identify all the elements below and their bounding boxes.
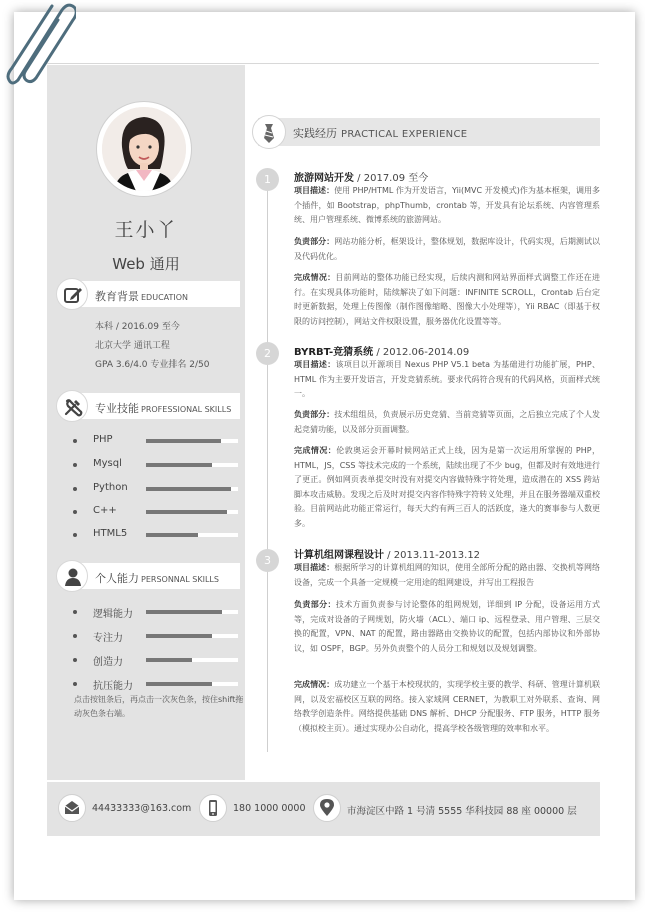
bullet-icon	[73, 634, 77, 638]
contact-address: 市海淀区中路 1 号清 5555 华科技园 88 座 00000 层	[347, 806, 577, 817]
skill-row	[70, 434, 245, 448]
project-description: 项目描述：根据所学习的计算机组网的知识，使用全部所分配的路由器、交换机等网络设备，完成一个具备一定规模一定用途的组网建设，并写出工程报告	[294, 563, 601, 587]
skill-name: HTML5	[93, 528, 128, 539]
bullet-icon	[73, 682, 77, 686]
ability-row	[70, 677, 245, 691]
project-title: 旅游网站开发 / 2017.09 至今	[294, 173, 429, 184]
project-outcome: 完成情况：伦敦奥运会开幕时候网站正式上线，因为是第一次运用所掌握的 PHP，HTML，JS，CSS 等技术完成的一个系统，陆续出现了不少 bug，但都及时有效地进行了更正。例如网页表单提交时没有对提交内容做特殊字符处理，造成潜在的 XSS 跨站脚本攻击威胁。发现之后及时对提交内容作特殊字符转义处理，并且在服务器端双重校验。目前网站此功能正常运行，每天大约有两三百人的活跃度，逢大的赛事参与人数更多。	[294, 446, 600, 528]
abilities-title: 个人能力 PERSONNAL SKILLS	[95, 572, 219, 585]
bullet-icon	[73, 510, 77, 514]
skill-bar[interactable]	[146, 439, 238, 443]
ability-name: 逻辑能力	[93, 609, 133, 620]
mail-icon	[58, 794, 86, 822]
ability-row	[70, 605, 245, 619]
skill-name: Mysql	[93, 458, 122, 469]
skill-name: C++	[93, 505, 117, 516]
ability-bar-fill	[146, 610, 222, 614]
skill-row	[70, 528, 245, 542]
project-responsibility: 负责部分：网站功能分析，框架设计，整体规划，数据库设计，代码实现，后期测试以及代码优化。	[294, 237, 601, 261]
contact-email[interactable]: 44433333@163.com	[92, 803, 192, 814]
bullet-icon	[73, 487, 77, 491]
skill-bar-fill	[146, 439, 221, 443]
ability-bar[interactable]	[146, 634, 238, 638]
contact-phone[interactable]: 180 1000 0000	[233, 803, 306, 814]
bullet-icon	[73, 439, 77, 443]
bullet-icon	[73, 610, 77, 614]
project-description: 项目描述：该项目以开源项目 Nexus PHP V5.1 beta 为基础进行功能扩展，PHP、HTML 作为主要开发语言，开发竞猜系统。要求代码符合现有的代码风格，页面样式统一。	[294, 360, 601, 398]
project-outcome: 完成情况：成功建立一个基于本校现状的，实现学校主要的教学、科研、管理计算机联网，以及宏福校区互联的网络。接入家域网 CERNET，为教职工对外联系、查询、网络教学创造条件。网络提供基础 DNS 解析、DHCP 分配服务、FTP 服务，HTTP 服务（模拟校主页）。通过实现办公自动化，提高学校各级管理的效率和水平。	[294, 680, 601, 733]
location-pin-icon	[313, 794, 341, 822]
skill-bar[interactable]	[146, 463, 238, 467]
education-degree: 本科 / 2016.09 至今	[95, 322, 180, 332]
project-responsibility: 负责部分：技术方面负责参与讨论整体的组网规划，详细到 IP 分配，设备运用方式等，完成对设备的子网规划，防火墙（ACL）、端口 ip、远程登录、用户管理、三层交换的配置，VPN、NAT 的配置，路由器路由交换协议的配置，包括内部协议和外部协议，如 OSPF，BGP。另外负责整个的人员分工和规划以及规划调整。	[294, 600, 600, 653]
tools-icon	[56, 390, 88, 422]
project-responsibility: 负责部分：技术组组员，负责展示历史竞猜、当前竞猜等页面，之后独立完成了个人发起竞猜功能，以及部分页面调整。	[294, 410, 601, 434]
edit-icon	[56, 278, 88, 310]
ability-row	[70, 653, 245, 667]
bullet-icon	[73, 658, 77, 662]
skill-bar[interactable]	[146, 487, 238, 491]
candidate-name: 王小丫	[114, 219, 178, 241]
education-title: 教育背景 EDUCATION	[95, 290, 189, 303]
timeline-number: 2	[256, 342, 279, 365]
ability-bar[interactable]	[146, 658, 238, 662]
experience-title: 实践经历 PRACTICAL EXPERIENCE	[293, 127, 468, 140]
skill-bar[interactable]	[146, 510, 238, 514]
bullet-icon	[73, 533, 77, 537]
education-school: 北京大学 通讯工程	[95, 341, 170, 351]
ability-bar[interactable]	[146, 682, 238, 686]
phone-icon	[199, 794, 227, 822]
project-title: BYRBT-竞猜系统 / 2012.06-2014.09	[294, 347, 470, 358]
skills-title: 专业技能 PROFESSIONAL SKILLS	[95, 402, 232, 415]
project-title: 计算机组网课程设计 / 2013.11-2013.12	[294, 550, 481, 561]
skill-bar-fill	[146, 487, 231, 491]
skill-bar-fill	[146, 463, 212, 467]
candidate-role: Web 通用	[112, 255, 180, 273]
ability-name: 专注力	[93, 633, 123, 644]
bullet-icon	[73, 463, 77, 467]
skill-name: Python	[93, 482, 128, 493]
top-divider	[47, 63, 599, 64]
ability-bar[interactable]	[146, 610, 238, 614]
instruction-note: 点击按钮条后，再点击一次灰色条，按住shift拖动灰色条右端。	[74, 695, 244, 718]
timeline-number: 3	[256, 549, 279, 572]
ability-bar-fill	[146, 658, 192, 662]
person-icon	[56, 560, 88, 592]
avatar	[102, 107, 186, 191]
timeline-line	[267, 172, 268, 752]
ability-name: 抗压能力	[93, 681, 133, 692]
skill-row	[70, 482, 245, 496]
skill-row	[70, 458, 245, 472]
timeline-number: 1	[256, 168, 279, 191]
tie-icon	[252, 115, 286, 149]
project-description: 项目描述：使用 PHP/HTML 作为开发语言，Yii(MVC 开发模式)作为基本框架，调用多个插件，如 Bootstrap，phpThumb，crontab 等，开发具有论坛系统、内容管理系统、用户管理系统、微博系统的旅游网站。	[294, 186, 601, 224]
ability-name: 创造力	[93, 657, 123, 668]
skill-bar[interactable]	[146, 533, 238, 537]
skill-bar-fill	[146, 510, 227, 514]
skill-row	[70, 505, 245, 519]
skill-name: PHP	[93, 434, 113, 445]
ability-bar-fill	[146, 634, 212, 638]
ability-row	[70, 629, 245, 643]
education-gpa: GPA 3.6/4.0 专业排名 2/50	[95, 360, 210, 370]
project-outcome: 完成情况：目前网站的整体功能已经实现，后续内测和网站界面样式调整工作还在进行。在实现具体功能时，陆续解决了如下问题：INFINITE SCROLL，Crontab 后台定时更新数据，处理上传图像（制作图像缩略、图像大小处理等），Yii RBAC（即基于权限的访问控制），网站文件权限设置，服务器优化设置等等。	[294, 273, 600, 326]
skill-bar-fill	[146, 533, 198, 537]
ability-bar-fill	[146, 682, 212, 686]
